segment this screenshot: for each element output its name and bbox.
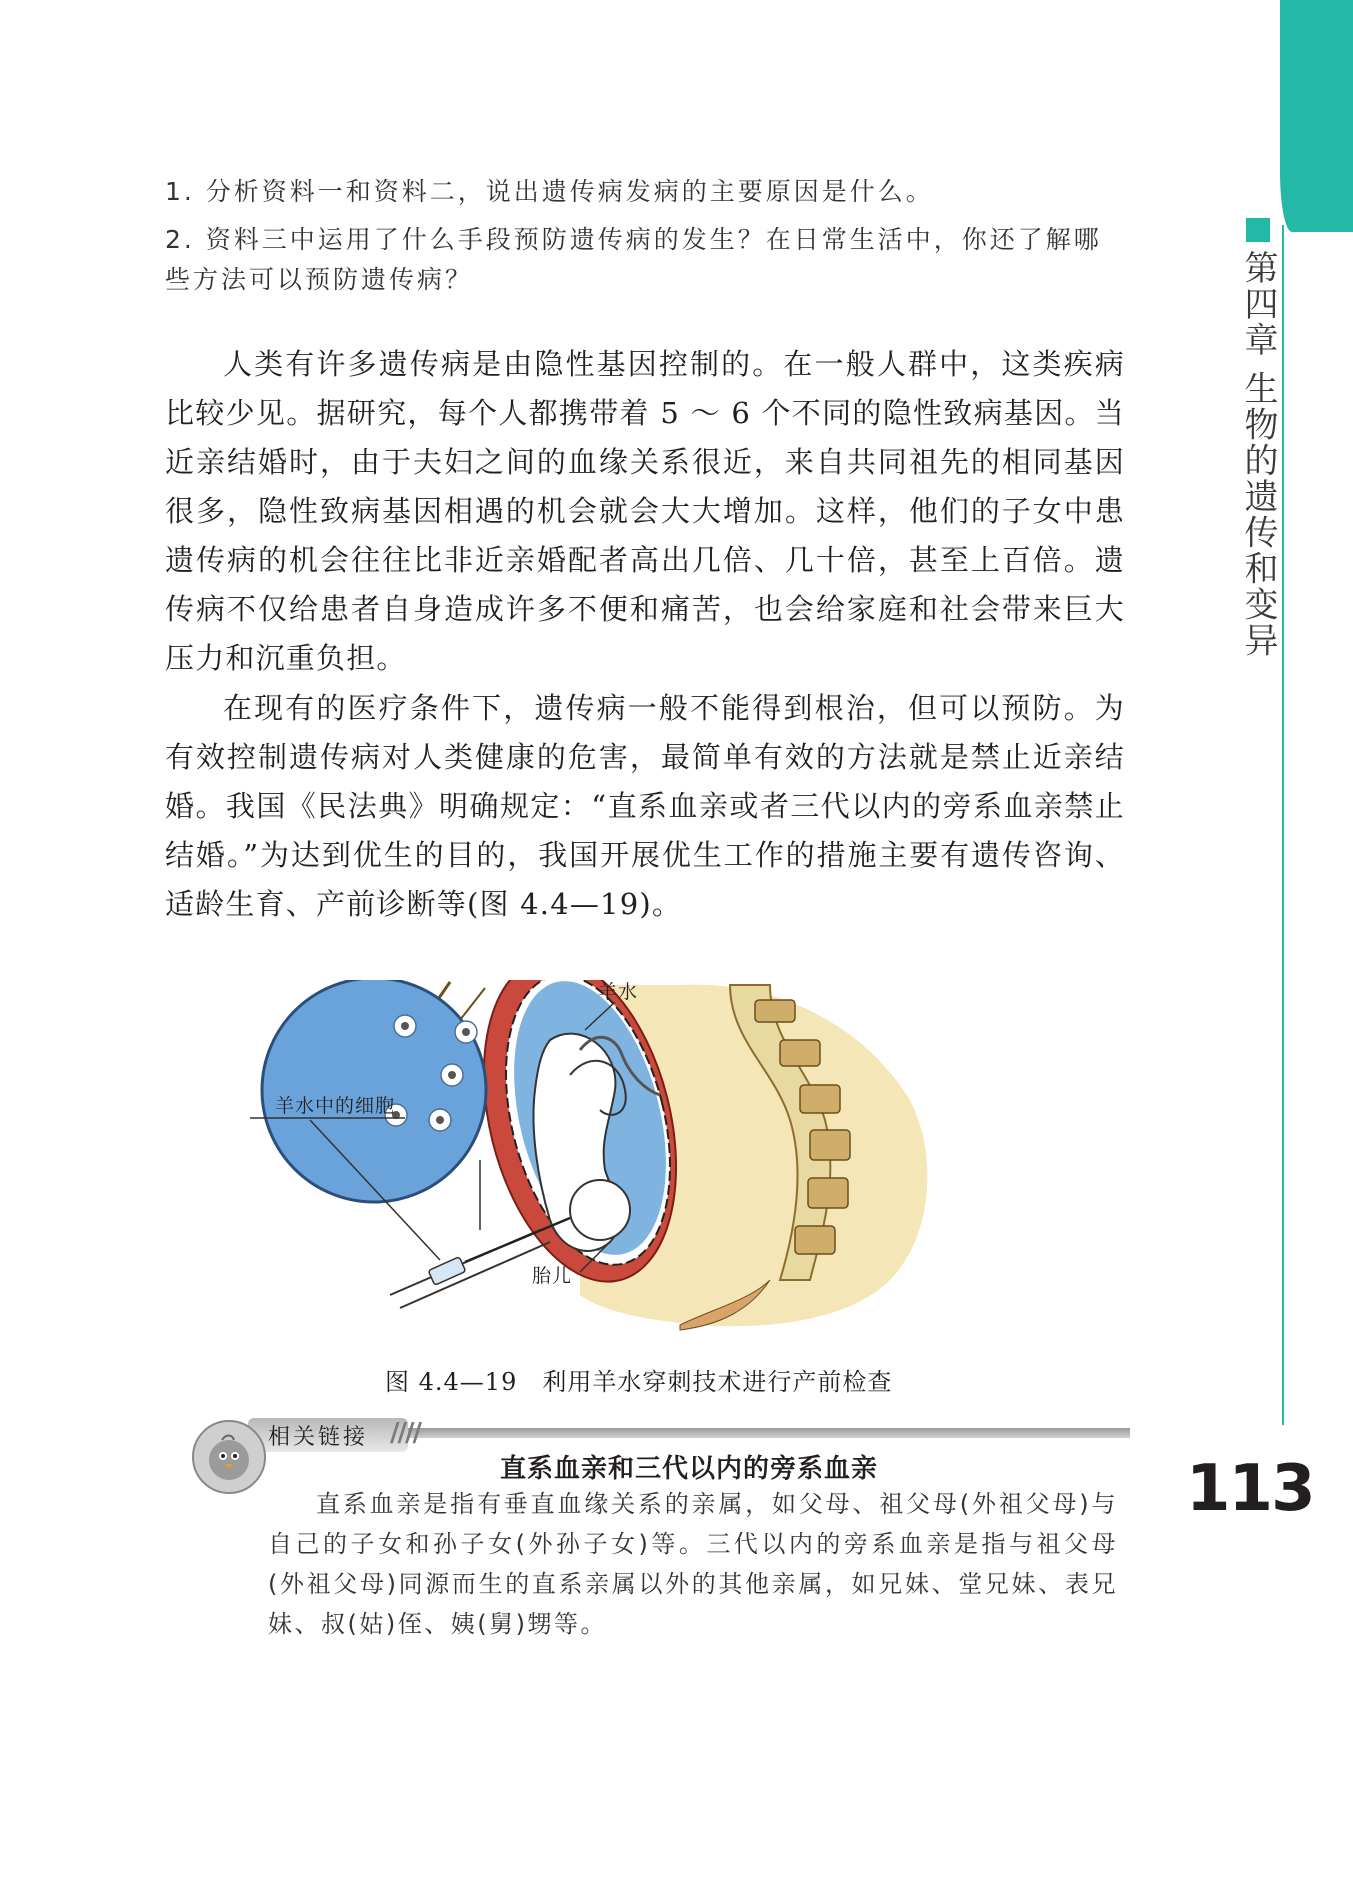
paragraph-1: 人类有许多遗传病是由隐性基因控制的。在一般人群中，这类疾病比较少见。据研究，每个人都携带着 5 ～ 6 个不同的隐性致病基因。当近亲结婚时，由于夫妇之间的血缘关系很近，来自共同祖先的相同基因很多，隐性致病基因相遇的机会就会大大增加。这样，他们的子女中患遗传病的机会往往比非近亲婚配者高出几倍、几十倍，甚至上百倍。遗传病不仅给患者自身造成许多不便和痛苦，也会给家庭和社会带来巨大压力和沉重负担。 — [165, 347, 1125, 675]
label-fluid: 羊水 — [598, 981, 639, 1003]
link-tag: 相关链接 — [268, 1425, 369, 1450]
chapter-title: 第四章 生物的遗传和变异 — [1238, 250, 1278, 659]
label-fetus: 胎儿 — [532, 1265, 573, 1287]
square-bullet-icon — [1246, 218, 1270, 242]
chapter-tab — [1280, 0, 1353, 232]
link-text: 直系血亲是指有垂直血缘关系的亲属，如父母、祖父母(外祖父母)与自己的子女和孙子女(外孙子女)等。三代以内的旁系血亲是指与祖父母(外祖父母)同源而生的直系亲属以外的其他亲属，如兄妹、堂兄妹、表兄妹、叔(姑)侄、姨(舅)甥等。 — [268, 1490, 1118, 1638]
amniocentesis-figure — [250, 980, 950, 1335]
label-cells: 羊水中的细胞 — [275, 1095, 396, 1117]
figure-caption: 图 4.4—19 利用羊水穿刺技术进行产前检查 — [385, 1368, 893, 1396]
sidebar-rule — [1282, 225, 1284, 1425]
paragraph-2: 在现有的医疗条件下，遗传病一般不能得到根治，但可以预防。为有效控制遗传病对人类健康的危害，最简单有效的方法就是禁止近亲结婚。我国《民法典》明确规定：“直系血亲或者三代以内的旁系血亲禁止结婚。”为达到优生的目的，我国开展优生工作的措施主要有遗传咨询、适龄生育、产前诊断等(图 4.4—19)。 — [165, 691, 1125, 921]
link-heading: 直系血亲和三代以内的旁系血亲 — [500, 1454, 879, 1484]
mascot-bird-icon — [190, 1418, 268, 1496]
link-slashes: //// — [390, 1418, 420, 1448]
question-2: 2. 资料三中运用了什么手段预防遗传病的发生？在日常生活中，你还了解哪些方法可以预防遗传病？ — [165, 225, 1102, 294]
amniocentesis-illustration — [250, 980, 950, 1335]
question-1: 1. 分析资料一和资料二，说出遗传病发病的主要原因是什么。 — [165, 177, 934, 206]
page-number: 113 — [1186, 1452, 1314, 1526]
related-link-box — [190, 1418, 1120, 1648]
